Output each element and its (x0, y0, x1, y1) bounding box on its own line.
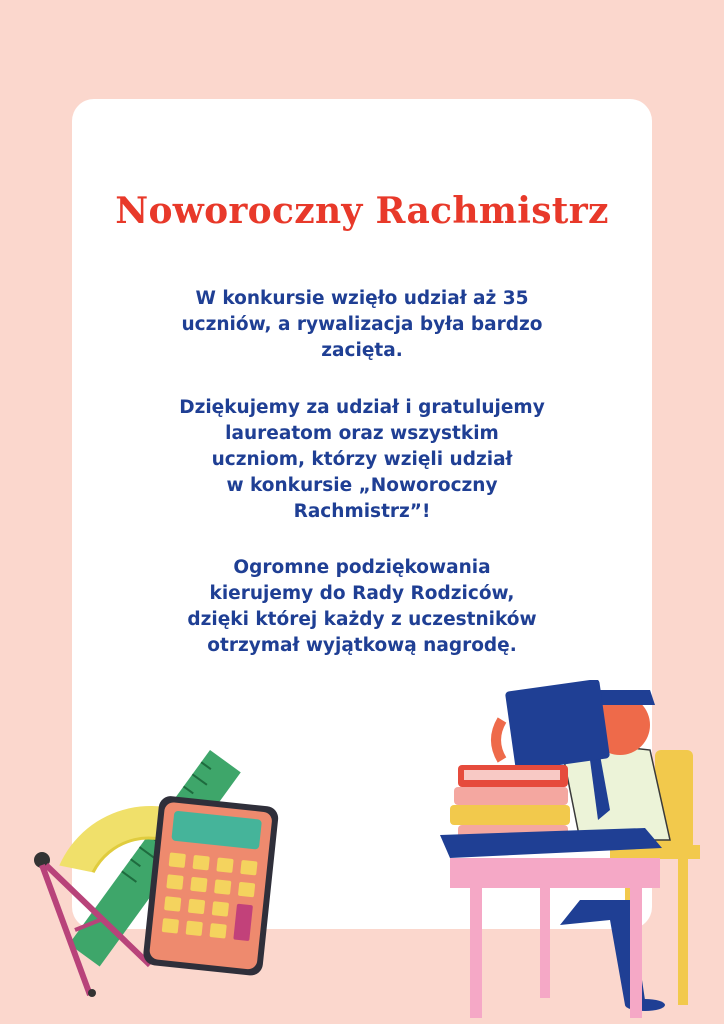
text-line: zacięta. (321, 340, 403, 361)
text-line: kierujemy do Rady Rodziców, (209, 583, 515, 604)
calculator-icon (142, 795, 279, 977)
math-tools-illustration (20, 745, 290, 1024)
paragraph-parents-council (140, 555, 584, 659)
book-icon (496, 680, 610, 771)
page-title: Noworoczny Rachmistrz (115, 190, 609, 232)
text-line: Dziękujemy za udział i gratulujemy (179, 397, 545, 418)
paragraph-thanks (140, 395, 584, 525)
text-line: Rachmistrz”! (293, 501, 431, 522)
text-line: Ogromne podziękowania (233, 557, 491, 578)
text-line: laureatom oraz wszystkim (225, 423, 499, 444)
paragraph-participation (140, 286, 584, 364)
text-line: otrzymał wyjątkową nagrodę. (207, 635, 517, 656)
text-line: dzięki której każdy z uczestników (187, 609, 537, 630)
student-reading-illustration (440, 680, 704, 1024)
text-line: W konkursie wzięło udział aż 35 (195, 288, 529, 309)
text-line: uczniów, a rywalizacja była bardzo (181, 314, 543, 335)
text-line: w konkursie „Noworoczny (226, 475, 498, 496)
text-line: uczniom, którzy wzięli udział (211, 449, 513, 470)
